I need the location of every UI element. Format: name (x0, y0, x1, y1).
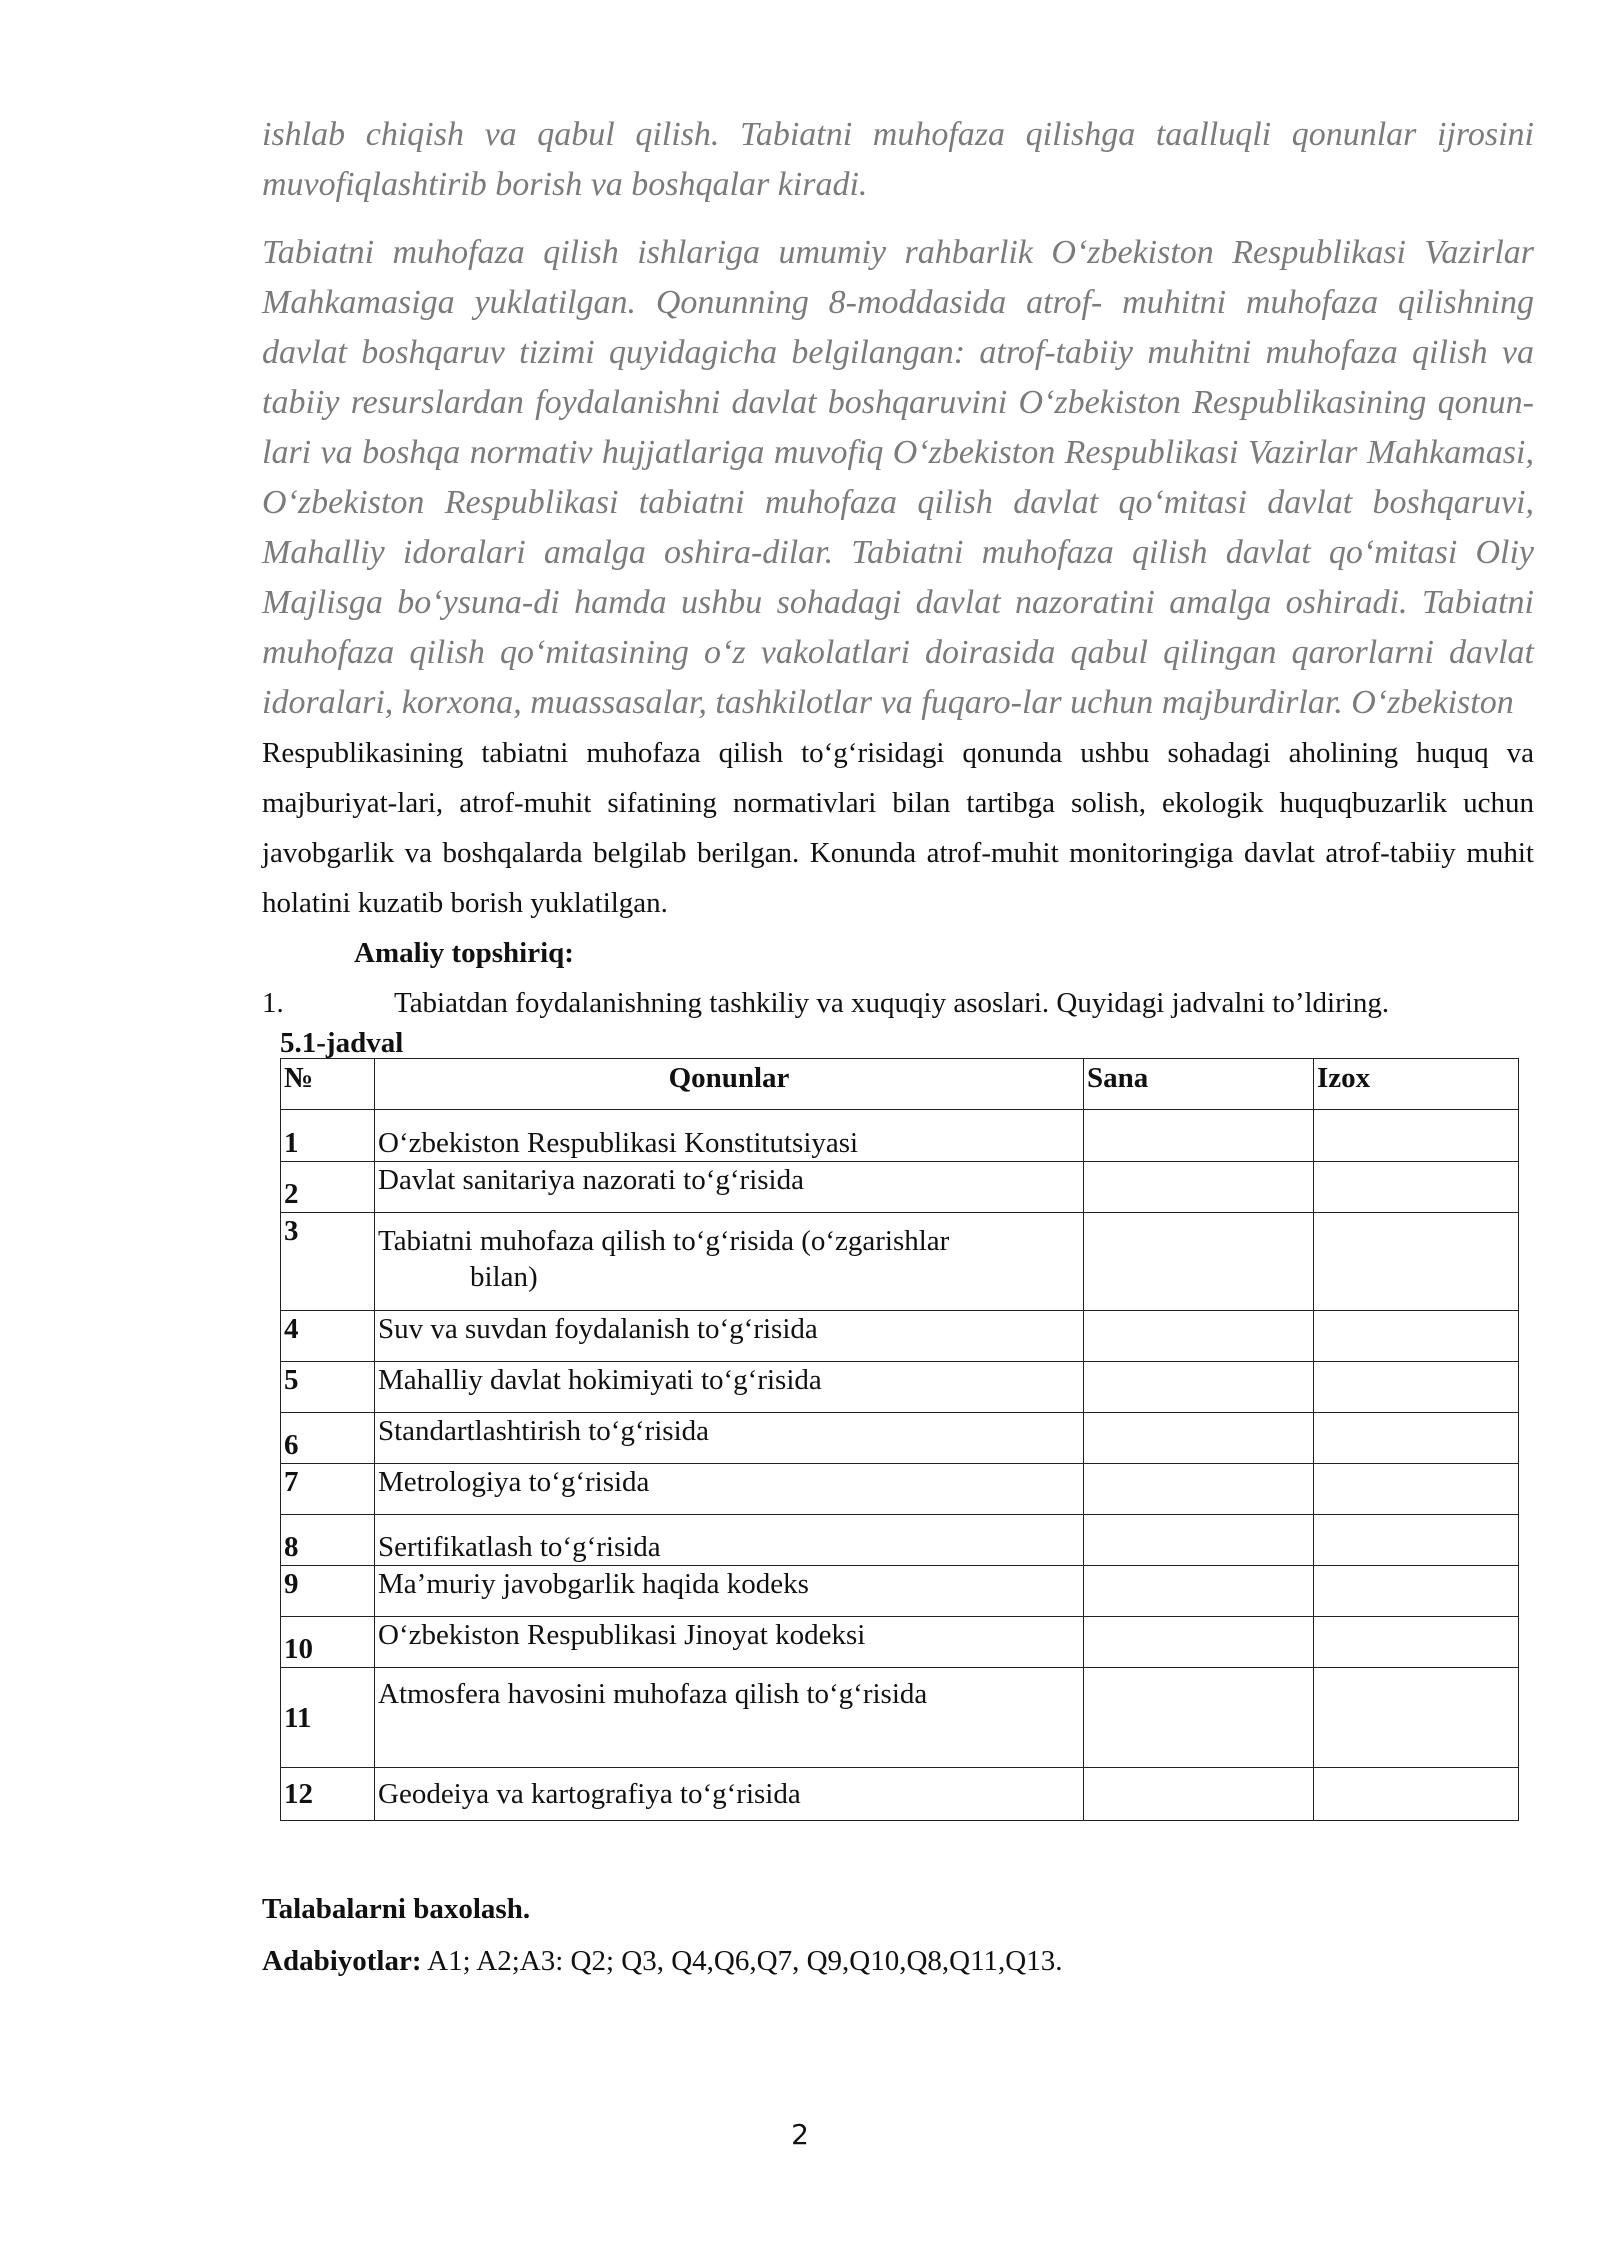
row-note-cell[interactable] (1314, 1311, 1519, 1362)
row-number: 8 (281, 1515, 375, 1566)
row-number: 1 (281, 1110, 375, 1162)
row-number: 3 (281, 1213, 375, 1311)
row-number: 2 (281, 1162, 375, 1213)
row-note-cell[interactable] (1314, 1768, 1519, 1821)
table-row (281, 1566, 1519, 1617)
row-law: Standartlashtirish to‘g‘risida (375, 1413, 1084, 1464)
table-row (281, 1362, 1519, 1413)
row-date-cell[interactable] (1084, 1362, 1314, 1413)
table-header-row (281, 1059, 1519, 1110)
row-law: Mahalliy davlat hokimiyati to‘g‘risida (375, 1362, 1084, 1413)
table-row (281, 1668, 1519, 1768)
table-row (281, 1162, 1519, 1213)
header-note: Izox (1314, 1059, 1519, 1110)
task-text: Tabiatdan foydalanishning tashkiliy va xuquqiy asoslari. Quyidagi jadvalni to’ldiring. (394, 987, 1390, 1019)
table-row (281, 1413, 1519, 1464)
table-row (281, 1311, 1519, 1362)
row-law (375, 1213, 1084, 1311)
row-law: Metrologiya to‘g‘risida (375, 1464, 1084, 1515)
row-note-cell[interactable] (1314, 1110, 1519, 1162)
row-number: 7 (281, 1464, 375, 1515)
row-law: Atmosfera havosini muhofaza qilish to‘g‘risida (375, 1668, 1084, 1768)
row-number: 11 (281, 1668, 375, 1768)
row-date-cell[interactable] (1084, 1110, 1314, 1162)
row-date-cell[interactable] (1084, 1311, 1314, 1362)
table-caption: 5.1-jadval (280, 1027, 404, 1059)
row-number: 4 (281, 1311, 375, 1362)
row-law: O‘zbekiston Respublikasi Konstitutsiyasi (375, 1110, 1084, 1162)
assessment-heading: Talabalarni baxolash. (262, 1893, 531, 1925)
table-row (281, 1213, 1519, 1311)
row-date-cell[interactable] (1084, 1566, 1314, 1617)
row-date-cell[interactable] (1084, 1413, 1314, 1464)
row-note-cell[interactable] (1314, 1668, 1519, 1768)
task-number: 1. (262, 987, 284, 1019)
header-laws: Qonunlar (375, 1059, 1084, 1110)
row-date-cell[interactable] (1084, 1515, 1314, 1566)
row-law: Ma’muriy javobgarlik haqida kodeks (375, 1566, 1084, 1617)
row-law: Suv va suvdan foydalanish to‘g‘risida (375, 1311, 1084, 1362)
row-note-cell[interactable] (1314, 1566, 1519, 1617)
row-note-cell[interactable] (1314, 1515, 1519, 1566)
row-number: 6 (281, 1413, 375, 1464)
row-law: Davlat sanitariya nazorati to‘g‘risida (375, 1162, 1084, 1213)
row-note-cell[interactable] (1314, 1362, 1519, 1413)
table-row (281, 1110, 1519, 1162)
row-number: 9 (281, 1566, 375, 1617)
literature-value: A1; A2;A3: Q2; Q3, Q4,Q6,Q7, Q9,Q10,Q8,Q11,Q13. (421, 1945, 1063, 1977)
page-number: 2 (791, 2118, 809, 2151)
task-item (262, 978, 1534, 1028)
row-date-cell[interactable] (1084, 1668, 1314, 1768)
row-law-line-2: bilan) (470, 1261, 538, 1293)
row-number: 10 (281, 1617, 375, 1668)
row-note-cell[interactable] (1314, 1617, 1519, 1668)
row-date-cell[interactable] (1084, 1617, 1314, 1668)
row-date-cell[interactable] (1084, 1213, 1314, 1311)
row-number: 12 (281, 1768, 375, 1821)
row-note-cell[interactable] (1314, 1413, 1519, 1464)
literature-line (262, 1935, 1534, 1987)
table-row (281, 1464, 1519, 1515)
assessment-line (262, 1883, 1534, 1935)
document-page (262, 110, 1534, 1987)
row-number: 5 (281, 1362, 375, 1413)
table-row (281, 1515, 1519, 1566)
row-law: O‘zbekiston Respublikasi Jinoyat kodeksi (375, 1617, 1084, 1668)
table-row (281, 1768, 1519, 1821)
row-date-cell[interactable] (1084, 1464, 1314, 1515)
header-date: Sana (1084, 1059, 1314, 1110)
literature-label: Adabiyotlar: (262, 1945, 422, 1977)
laws-table (280, 1058, 1519, 1821)
header-number: № (281, 1059, 375, 1110)
row-law-line-1: Tabiatni muhofaza qilish to‘g‘risida (o‘zgarishlar (378, 1225, 950, 1257)
row-date-cell[interactable] (1084, 1768, 1314, 1821)
italic-paragraph-2: Tabiatni muhofaza qilish ishlariga umumiy rahbarlik O‘zbekiston Respublikasi Vazirlar Mahkamasiga yuklatilgan. Qonunning 8-moddasida atrof- muhitni muhofaza qilishning davlat boshqaruv tizimi quyidagicha belgilangan: atrof-tabiiy muhitni muhofaza qilish va tabiiy resurslardan foydalanishni davlat boshqaruvini O‘zbekiston Respublikasining qonun-lari va boshqa normativ hujjatlariga muvofiq O‘zbekiston Respublikasi Vazirlar Mahkamasi, O‘zbekiston Respublikasi tabiatni muhofaza qilish davlat qo‘mitasi davlat boshqaruvi, Mahalliy idoralari amalga oshira-dilar. Tabiatni muhofaza qilish davlat qo‘mitasi Oliy Majlisga bo‘ysuna-di hamda ushbu sohadagi davlat nazoratini amalga oshiradi. Tabiatni muhofaza qilish qo‘mitasining o‘z vakolatlari doirasida qabul qilingan qarorlarni davlat idoralari, korxona, muassasalar, tashkilotlar va fuqaro-lar uchun majburdirlar. O‘zbekiston (262, 234, 1534, 721)
body-paragraph: Respublikasining tabiatni muhofaza qilish to‘g‘risidagi qonunda ushbu sohadagi aholining huquq va majburiyat-lari, atrof-muhit sifatining normativlari bilan tartibga solish, ekologik huquqbuzarlik uchun javobgarlik va boshqalarda belgilab berilgan. Konunda atrof-muhit monitoringiga davlat atrof-tabiiy muhit holatini kuzatib borish yuklatilgan. (262, 737, 1534, 919)
row-law: Geodeiya va kartografiya to‘g‘risida (375, 1768, 1084, 1821)
row-note-cell[interactable] (1314, 1213, 1519, 1311)
row-note-cell[interactable] (1314, 1464, 1519, 1515)
practical-task-heading: Amaliy topshiriq: (354, 937, 574, 969)
row-note-cell[interactable] (1314, 1162, 1519, 1213)
row-law: Sertifikatlash to‘g‘risida (375, 1515, 1084, 1566)
footer-block (262, 1883, 1534, 1987)
row-date-cell[interactable] (1084, 1162, 1314, 1213)
italic-paragraph-1: ishlab chiqish va qabul qilish. Tabiatni muhofaza qilishga taalluqli qonunlar ijrosini muvofiqlashtirib borish va boshqalar kiradi. (262, 116, 1534, 203)
table-row (281, 1617, 1519, 1668)
